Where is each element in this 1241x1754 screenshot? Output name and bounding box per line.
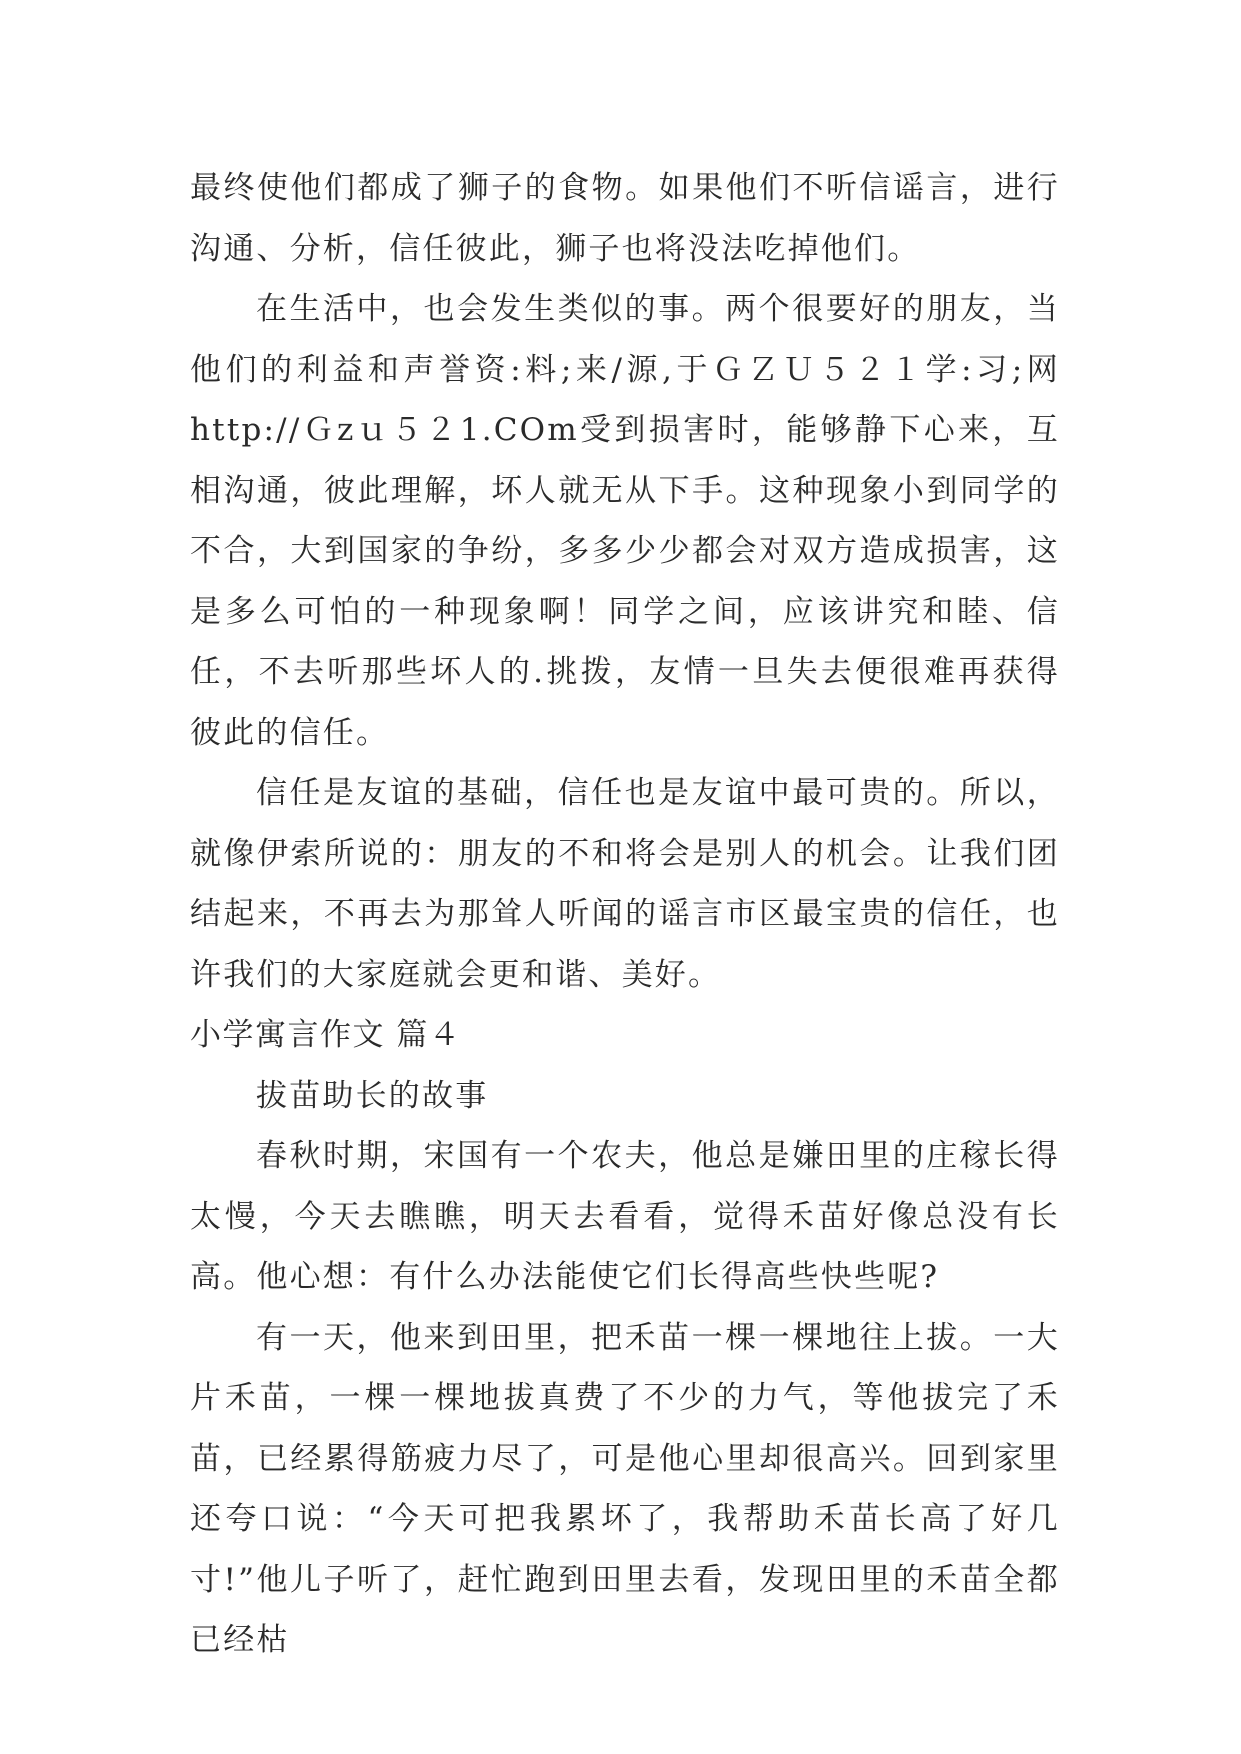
paragraph-story-intro: 春秋时期，宋国有一个农夫，他总是嫌田里的庄稼长得太慢，今天去瞧瞧，明天去看看，觉得禾苗好像总没有长高。他心想：有什么办法能使它们长得高些快些呢? <box>190 1138 1060 1295</box>
document-body <box>190 158 1060 1671</box>
section-heading: 小学寓言作文 篇４ <box>190 1017 462 1053</box>
paragraph-friendship-example: 在生活中，也会发生类似的事。两个很要好的朋友，当他们的利益和声誉资:料;来/源,于ＧＺＵ５２１学:习;网http://Ｇzｕ５２1.COm受到损害时，能够静下心来，互相沟通，彼此理解，坏人就无从下手。这种现象小到同学的不合，大到国家的争纷，多多少少都会对双方造成损害，这是多么可怕的一种现象啊！同学之间，应该讲究和睦、信任，不去听那些坏人的.挑拨，友情一旦失去便很难再获得彼此的信任。 <box>190 291 1060 751</box>
paragraph-trust-conclusion: 信任是友谊的基础，信任也是友谊中最可贵的。所以，就像伊索所说的：朋友的不和将会是别人的机会。让我们团结起来，不再去为那耸人听闻的谣言市区最宝贵的信任，也许我们的大家庭就会更和谐、美好。 <box>190 775 1060 993</box>
paragraph-continuation: 最终使他们都成了狮子的食物。如果他们不听信谣言，进行沟通、分析，信任彼此，狮子也将没法吃掉他们。 <box>190 170 1060 267</box>
story-title: 拔苗助长的故事 <box>256 1077 489 1114</box>
paragraph-story-body: 有一天，他来到田里，把禾苗一棵一棵地往上拔。一大片禾苗，一棵一棵地拔真费了不少的力气，等他拔完了禾苗，已经累得筋疲力尽了，可是他心里却很高兴。回到家里还夸口说：“今天可把我累坏了，我帮助禾苗长高了好几寸!”他儿子听了，赶忙跑到田里去看，发现田里的禾苗全都已经枯 <box>190 1319 1060 1658</box>
